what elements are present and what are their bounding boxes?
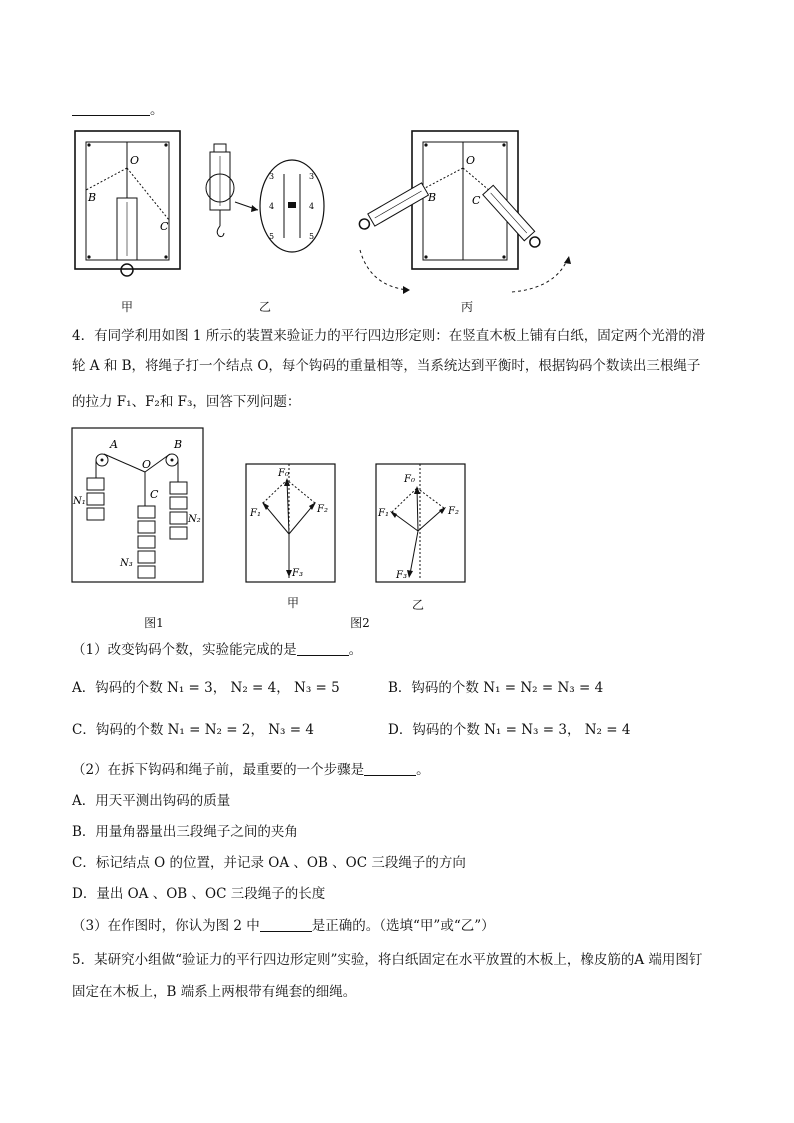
point-O-bing: O	[466, 154, 476, 167]
point-O-jia: O	[130, 154, 140, 167]
tick-5-left: 5	[269, 232, 275, 241]
q4-line3: 的拉力 F₁、F₂和 F₃，回答下列问题：	[72, 394, 301, 410]
caption-jia: 甲	[120, 300, 133, 314]
tick-4-left: 4	[269, 202, 275, 211]
pulley-force-figure	[70, 426, 470, 594]
point-C-jia: C	[160, 220, 169, 233]
fig2-caption-yi: 乙	[411, 598, 424, 612]
fig2-jia-diagram	[246, 464, 335, 582]
fig2-jia-F1: F₁	[250, 508, 261, 519]
top-answer-line: 。	[72, 100, 164, 120]
fig1-label-B: B	[174, 438, 183, 451]
q4-sub2-option-d[interactable]: D．量出 OA 、OB 、OC 三段绳子的长度	[72, 886, 326, 902]
spring-scale-yi	[206, 144, 324, 252]
q4-sub1-question: （1）改变钩码个数，实验能完成的是 。	[72, 642, 363, 658]
answer-blank-3[interactable]	[260, 919, 312, 932]
tick-4-right: 4	[309, 202, 315, 211]
fig2-yi-F3: F₃	[396, 570, 407, 581]
fig2-jia-F0: F₀	[278, 468, 289, 479]
q4-sub3-question: （3）在作图时，你认为图 2 中 是正确的。（选填“甲”或“乙”）	[72, 918, 495, 934]
fig2-yi-F2: F₂	[448, 506, 459, 517]
fig1-label-N2: N₂	[188, 514, 201, 525]
q4-sub2-option-c[interactable]: C．标记结点 O 的位置，并记录 OA 、OB 、OC 三段绳子的方向	[72, 855, 466, 871]
q4-line1: 4．有同学利用如图 1 所示的装置来验证力的平行四边形定则：在竖直木板上铺有白纸，固定两个光滑的滑	[72, 328, 706, 344]
point-B-jia: B	[88, 191, 97, 204]
answer-blank[interactable]	[72, 103, 150, 116]
force-board-figure	[70, 126, 590, 316]
fig1-label-C: C	[150, 488, 159, 501]
caption-yi: 乙	[258, 300, 271, 314]
tick-5-right: 5	[309, 232, 315, 241]
fig2-caption-jia: 甲	[286, 596, 299, 610]
fig2-yi-F1: F₁	[378, 508, 389, 519]
fig2-yi-F0: F₀	[404, 474, 415, 485]
q4-sub1-option-c[interactable]: C．钩码的个数 N₁ = N₂ = 2， N₃ = 4	[72, 722, 314, 738]
fig1-label-N3: N₃	[120, 558, 133, 569]
fig1-caption: 图1	[144, 616, 164, 630]
q4-sub2-option-a[interactable]: A．用天平测出钩码的质量	[72, 793, 231, 809]
q4-line2: 轮 A 和 B，将绳子打一个结点 O，每个钩码的重量相等，当系统达到平衡时，根据钩码个数读出三根绳子	[72, 358, 701, 374]
fig2-caption: 图2	[350, 616, 370, 630]
fig2-yi-diagram	[376, 464, 465, 582]
point-C-bing: C	[472, 194, 481, 207]
q4-sub2-option-b[interactable]: B．用量角器量出三段绳子之间的夹角	[72, 824, 298, 840]
fig1-label-N1: N₁	[73, 496, 86, 507]
fig1-label-A: A	[110, 438, 118, 451]
answer-blank-2[interactable]	[364, 763, 416, 776]
board-bing	[357, 131, 571, 294]
q4-sub1-option-b[interactable]: B．钩码的个数 N₁ = N₂ = N₃ = 4	[388, 680, 604, 696]
fig1-pulley-setup	[72, 428, 203, 582]
q5-line2: 固定在木板上，B 端系上两根带有绳套的细绳。	[72, 984, 357, 1000]
fig2-jia-F3: F₃	[292, 568, 303, 579]
q4-sub1-option-d[interactable]: D．钩码的个数 N₁ = N₃ = 3， N₂ = 4	[388, 722, 631, 738]
tick-3-left: 3	[269, 172, 275, 181]
point-B-bing: B	[428, 191, 437, 204]
q5-line1: 5．某研究小组做“验证力的平行四边形定则”实验，将白纸固定在水平放置的木板上，橡皮筋的A 端用图钉	[72, 952, 703, 968]
tick-3-right: 3	[309, 172, 315, 181]
answer-blank-1[interactable]	[297, 643, 349, 656]
q4-sub1-option-a[interactable]: A．钩码的个数 N₁ = 3， N₂ = 4， N₃ = 5	[72, 680, 340, 696]
fig2-jia-F2: F₂	[317, 504, 328, 515]
fig1-label-O: O	[142, 458, 152, 471]
caption-bing: 丙	[460, 300, 473, 314]
q4-sub2-question: （2）在拆下钩码和绳子前，最重要的一个步骤是 。	[72, 762, 430, 778]
